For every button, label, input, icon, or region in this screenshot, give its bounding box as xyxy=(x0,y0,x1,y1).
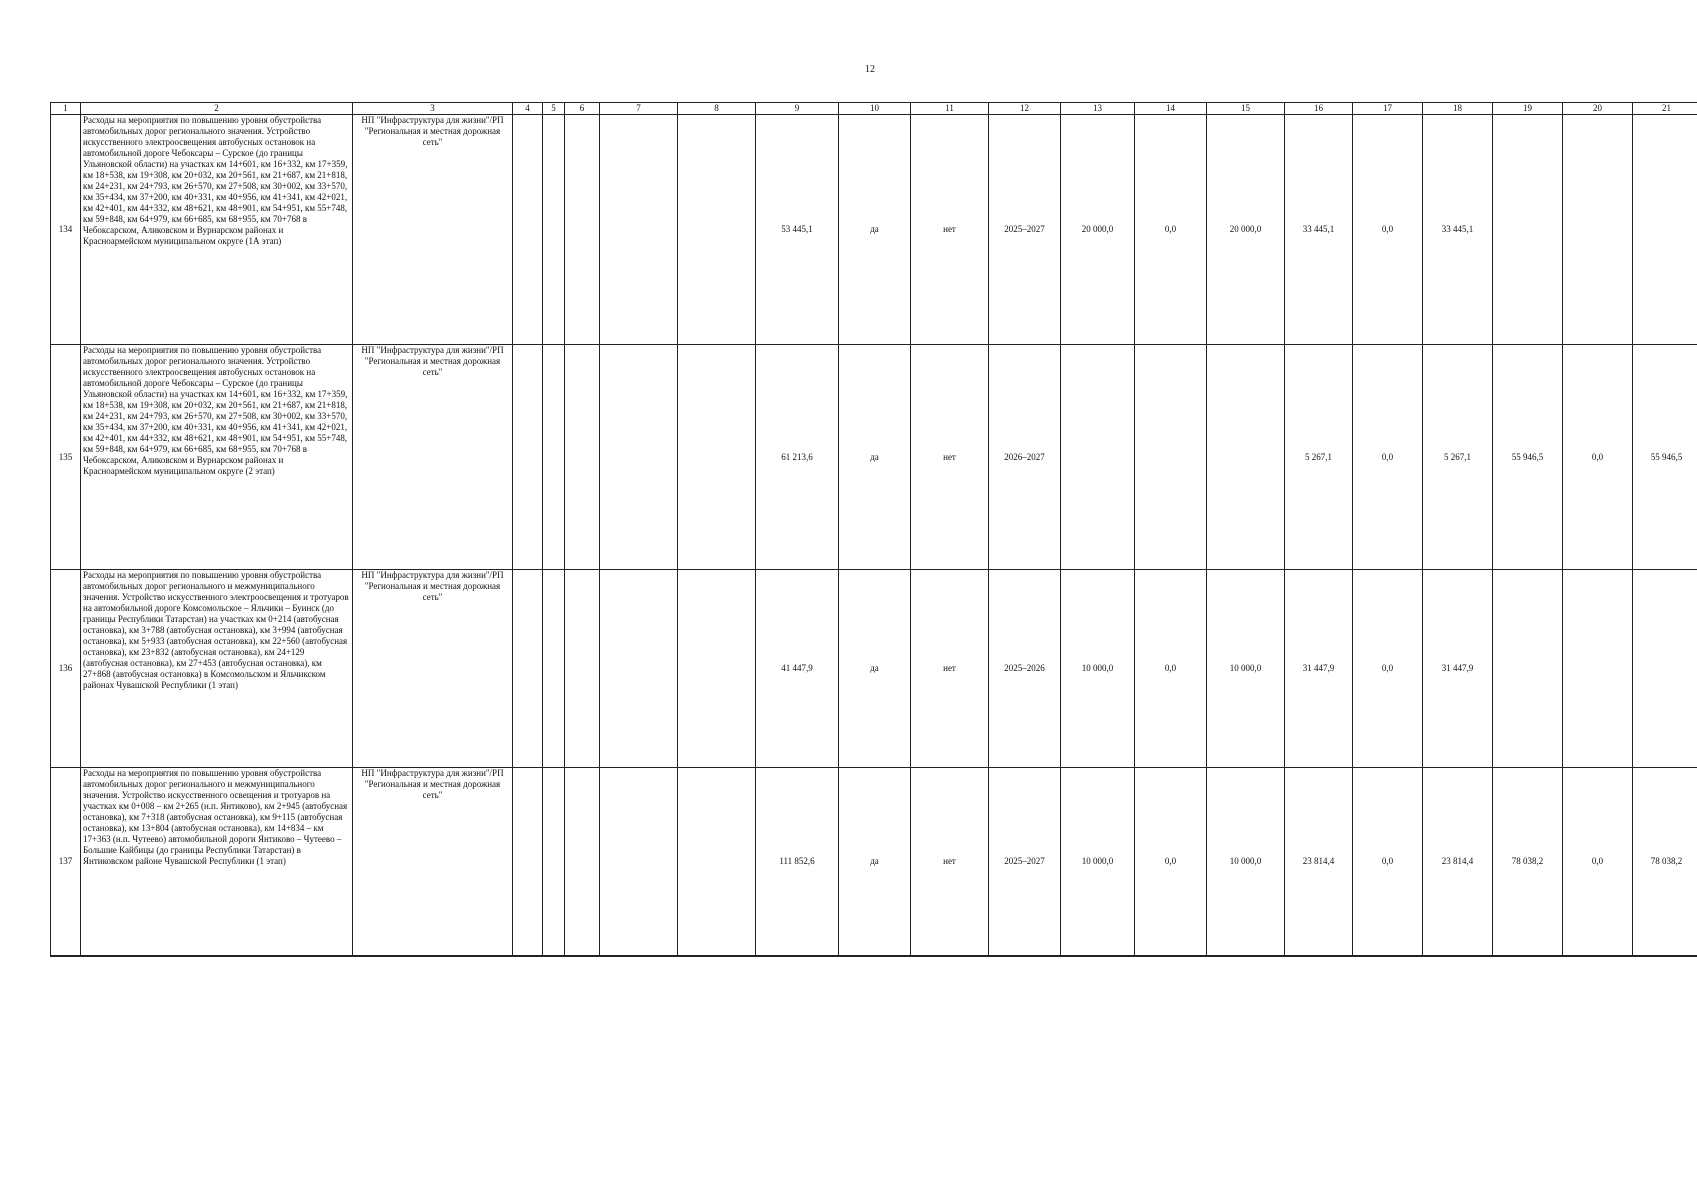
cell-col-7 xyxy=(600,570,678,768)
cell-col-6 xyxy=(565,768,600,956)
cell-col-21: 78 038,2 xyxy=(1633,768,1697,956)
cell-col-7 xyxy=(600,768,678,956)
cell-col-17: 0,0 xyxy=(1353,115,1423,345)
cell-col-17: 0,0 xyxy=(1353,768,1423,956)
cell-col-21: 55 946,5 xyxy=(1633,345,1697,570)
row-description: Расходы на мероприятия по повышению уровня обустройства автомобильных дорог регионального значения. Устройство искусственного электроосвещения автобусных остановок на автомобильной дороге Чебоксары – Сурское (до границы Ульяновской области) на участках км 14+601, км 16+332, км 17+359, км 18+538, км 19+308, км 20+032, км 20+561, км 21+687, км 21+818, км 24+231, км 24+793, км 26+570, км 27+508, км 30+002, км 33+570, км 35+434, км 37+200, км 40+331, км 40+956, км 41+341, км 42+021, км 42+401, км 44+332, км 48+621, км 48+901, км 54+951, км 55+748, км 59+848, км 64+979, км 66+685, км 68+955, км 70+768 в Чебоксарском, Аликовском и Вурнарском районах и Красноармейском муниципальном округе (1А этап) xyxy=(81,115,353,345)
row-responsible: НП "Инфраструктура для жизни"/РП "Региональная и местная дорожная сеть" xyxy=(353,768,513,956)
cell-col-15: 10 000,0 xyxy=(1207,570,1285,768)
cell-col-10: да xyxy=(839,570,911,768)
row-number: 135 xyxy=(51,345,81,570)
cell-col-17: 0,0 xyxy=(1353,570,1423,768)
row-description: Расходы на мероприятия по повышению уровня обустройства автомобильных дорог регионального и межмуниципального значения. Устройство искусственного электроосвещения и тротуаров на автомобильной дороге Комсомольское – Яльчики – Буинск (до границы Республики Татарстан) на участках км 0+214 (автобусная остановка), км 3+788 (автобусная остановка), км 3+994 (автобусная остановка), км 5+933 (автобусная остановка), км 22+560 (автобусная остановка), км 23+832 (автобусная остановка), км 24+129 (автобусная остановка), км 27+453 (автобусная остановка), км 27+868 (автобусная остановка) в Комсомольском и Яльчикском районах Чувашской Республики (1 этап) xyxy=(81,570,353,768)
row-number: 134 xyxy=(51,115,81,345)
cell-col-14: 0,0 xyxy=(1135,768,1207,956)
cell-col-18: 33 445,1 xyxy=(1423,115,1493,345)
col-num-2: 2 xyxy=(81,103,353,115)
col-num-15: 15 xyxy=(1207,103,1285,115)
col-num-21: 21 xyxy=(1633,103,1697,115)
col-num-10: 10 xyxy=(839,103,911,115)
cell-col-12: 2025–2026 xyxy=(989,570,1061,768)
cell-col-19: 55 946,5 xyxy=(1493,345,1563,570)
cell-col-13: 10 000,0 xyxy=(1061,768,1135,956)
cell-col-16: 23 814,4 xyxy=(1285,768,1353,956)
cell-col-15: 10 000,0 xyxy=(1207,768,1285,956)
cell-col-6 xyxy=(565,345,600,570)
row-number: 136 xyxy=(51,570,81,768)
cell-col-16: 31 447,9 xyxy=(1285,570,1353,768)
cell-col-8 xyxy=(678,768,756,956)
row-responsible: НП "Инфраструктура для жизни"/РП "Региональная и местная дорожная сеть" xyxy=(353,345,513,570)
col-num-6: 6 xyxy=(565,103,600,115)
cell-col-11: нет xyxy=(911,345,989,570)
cell-col-4 xyxy=(513,345,543,570)
cell-col-20 xyxy=(1563,570,1633,768)
col-num-18: 18 xyxy=(1423,103,1493,115)
cell-col-8 xyxy=(678,570,756,768)
cell-col-4 xyxy=(513,115,543,345)
cell-col-14 xyxy=(1135,345,1207,570)
cell-col-8 xyxy=(678,115,756,345)
cell-col-18: 5 267,1 xyxy=(1423,345,1493,570)
cell-col-16: 5 267,1 xyxy=(1285,345,1353,570)
cell-col-17: 0,0 xyxy=(1353,345,1423,570)
row-description: Расходы на мероприятия по повышению уровня обустройства автомобильных дорог регионального и межмуниципального значения. Устройство искусственного освещения и тротуаров на участках км 0+008 – км 2+265 (н.п. Янтиково), км 2+945 (автобусная остановка), км 7+318 (автобусная остановка), км 9+115 (автобусная остановка), км 13+804 (автобусная остановка), км 14+834 – км 17+363 (н.п. Чутеево) автомобильной дороги Янтиково – Чутеево – Большие Кайбицы (до границы Республики Татарстан) в Янтиковском районе Чувашской Республики (1 этап) xyxy=(81,768,353,956)
cell-col-20 xyxy=(1563,115,1633,345)
cell-col-14: 0,0 xyxy=(1135,115,1207,345)
col-num-20: 20 xyxy=(1563,103,1633,115)
cell-col-12: 2026–2027 xyxy=(989,345,1061,570)
col-num-17: 17 xyxy=(1353,103,1423,115)
cell-col-18: 31 447,9 xyxy=(1423,570,1493,768)
table-row xyxy=(51,768,1697,956)
cell-col-13: 20 000,0 xyxy=(1061,115,1135,345)
cell-col-11: нет xyxy=(911,768,989,956)
cell-col-10: да xyxy=(839,345,911,570)
cell-col-19 xyxy=(1493,115,1563,345)
cell-col-10: да xyxy=(839,768,911,956)
column-number-row xyxy=(51,103,1697,115)
cell-col-6 xyxy=(565,115,600,345)
cell-col-5 xyxy=(543,768,565,956)
cell-col-5 xyxy=(543,345,565,570)
cell-col-9: 41 447,9 xyxy=(756,570,839,768)
cell-col-5 xyxy=(543,570,565,768)
col-num-5: 5 xyxy=(543,103,565,115)
cell-col-13 xyxy=(1061,345,1135,570)
col-num-19: 19 xyxy=(1493,103,1563,115)
cell-col-11: нет xyxy=(911,570,989,768)
cell-col-10: да xyxy=(839,115,911,345)
cell-col-18: 23 814,4 xyxy=(1423,768,1493,956)
cell-col-16: 33 445,1 xyxy=(1285,115,1353,345)
cell-col-20: 0,0 xyxy=(1563,768,1633,956)
cell-col-9: 53 445,1 xyxy=(756,115,839,345)
cell-col-12: 2025–2027 xyxy=(989,115,1061,345)
cell-col-13: 10 000,0 xyxy=(1061,570,1135,768)
cell-col-4 xyxy=(513,570,543,768)
col-num-8: 8 xyxy=(678,103,756,115)
cell-col-20: 0,0 xyxy=(1563,345,1633,570)
cell-col-21 xyxy=(1633,115,1697,345)
col-num-13: 13 xyxy=(1061,103,1135,115)
cell-col-7 xyxy=(600,115,678,345)
cell-col-19 xyxy=(1493,570,1563,768)
cell-col-4 xyxy=(513,768,543,956)
col-num-11: 11 xyxy=(911,103,989,115)
table-row xyxy=(51,345,1697,570)
cell-col-7 xyxy=(600,345,678,570)
cell-col-12: 2025–2027 xyxy=(989,768,1061,956)
row-responsible: НП "Инфраструктура для жизни"/РП "Региональная и местная дорожная сеть" xyxy=(353,115,513,345)
col-num-9: 9 xyxy=(756,103,839,115)
cell-col-11: нет xyxy=(911,115,989,345)
row-responsible: НП "Инфраструктура для жизни"/РП "Региональная и местная дорожная сеть" xyxy=(353,570,513,768)
col-num-16: 16 xyxy=(1285,103,1353,115)
cell-col-15: 20 000,0 xyxy=(1207,115,1285,345)
cell-col-14: 0,0 xyxy=(1135,570,1207,768)
cell-col-19: 78 038,2 xyxy=(1493,768,1563,956)
cell-col-15 xyxy=(1207,345,1285,570)
col-num-3: 3 xyxy=(353,103,513,115)
cell-col-21 xyxy=(1633,570,1697,768)
col-num-12: 12 xyxy=(989,103,1061,115)
col-num-1: 1 xyxy=(51,103,81,115)
row-number: 137 xyxy=(51,768,81,956)
page-number: 12 xyxy=(865,64,875,75)
col-num-4: 4 xyxy=(513,103,543,115)
col-num-14: 14 xyxy=(1135,103,1207,115)
cell-col-9: 111 852,6 xyxy=(756,768,839,956)
cell-col-6 xyxy=(565,570,600,768)
table-row xyxy=(51,115,1697,345)
col-num-7: 7 xyxy=(600,103,678,115)
row-description: Расходы на мероприятия по повышению уровня обустройства автомобильных дорог регионального значения. Устройство искусственного электроосвещения автобусных остановок на автомобильной дороге Чебоксары – Сурское (до границы Ульяновской области) на участках км 14+601, км 16+332, км 17+359, км 18+538, км 19+308, км 20+032, км 20+561, км 21+687, км 21+818, км 24+231, км 24+793, км 26+570, км 27+508, км 30+002, км 33+570, км 35+434, км 37+200, км 40+331, км 40+956, км 41+341, км 42+021, км 42+401, км 44+332, км 48+621, км 48+901, км 54+951, км 55+748, км 59+848, км 64+979, км 66+685, км 68+955, км 70+768 в Чебоксарском, Аликовском и Вурнарском районах и Красноармейском муниципальном округе (2 этап) xyxy=(81,345,353,570)
budget-table xyxy=(50,102,1697,957)
table-row xyxy=(51,570,1697,768)
cell-col-9: 61 213,6 xyxy=(756,345,839,570)
cell-col-8 xyxy=(678,345,756,570)
cell-col-5 xyxy=(543,115,565,345)
